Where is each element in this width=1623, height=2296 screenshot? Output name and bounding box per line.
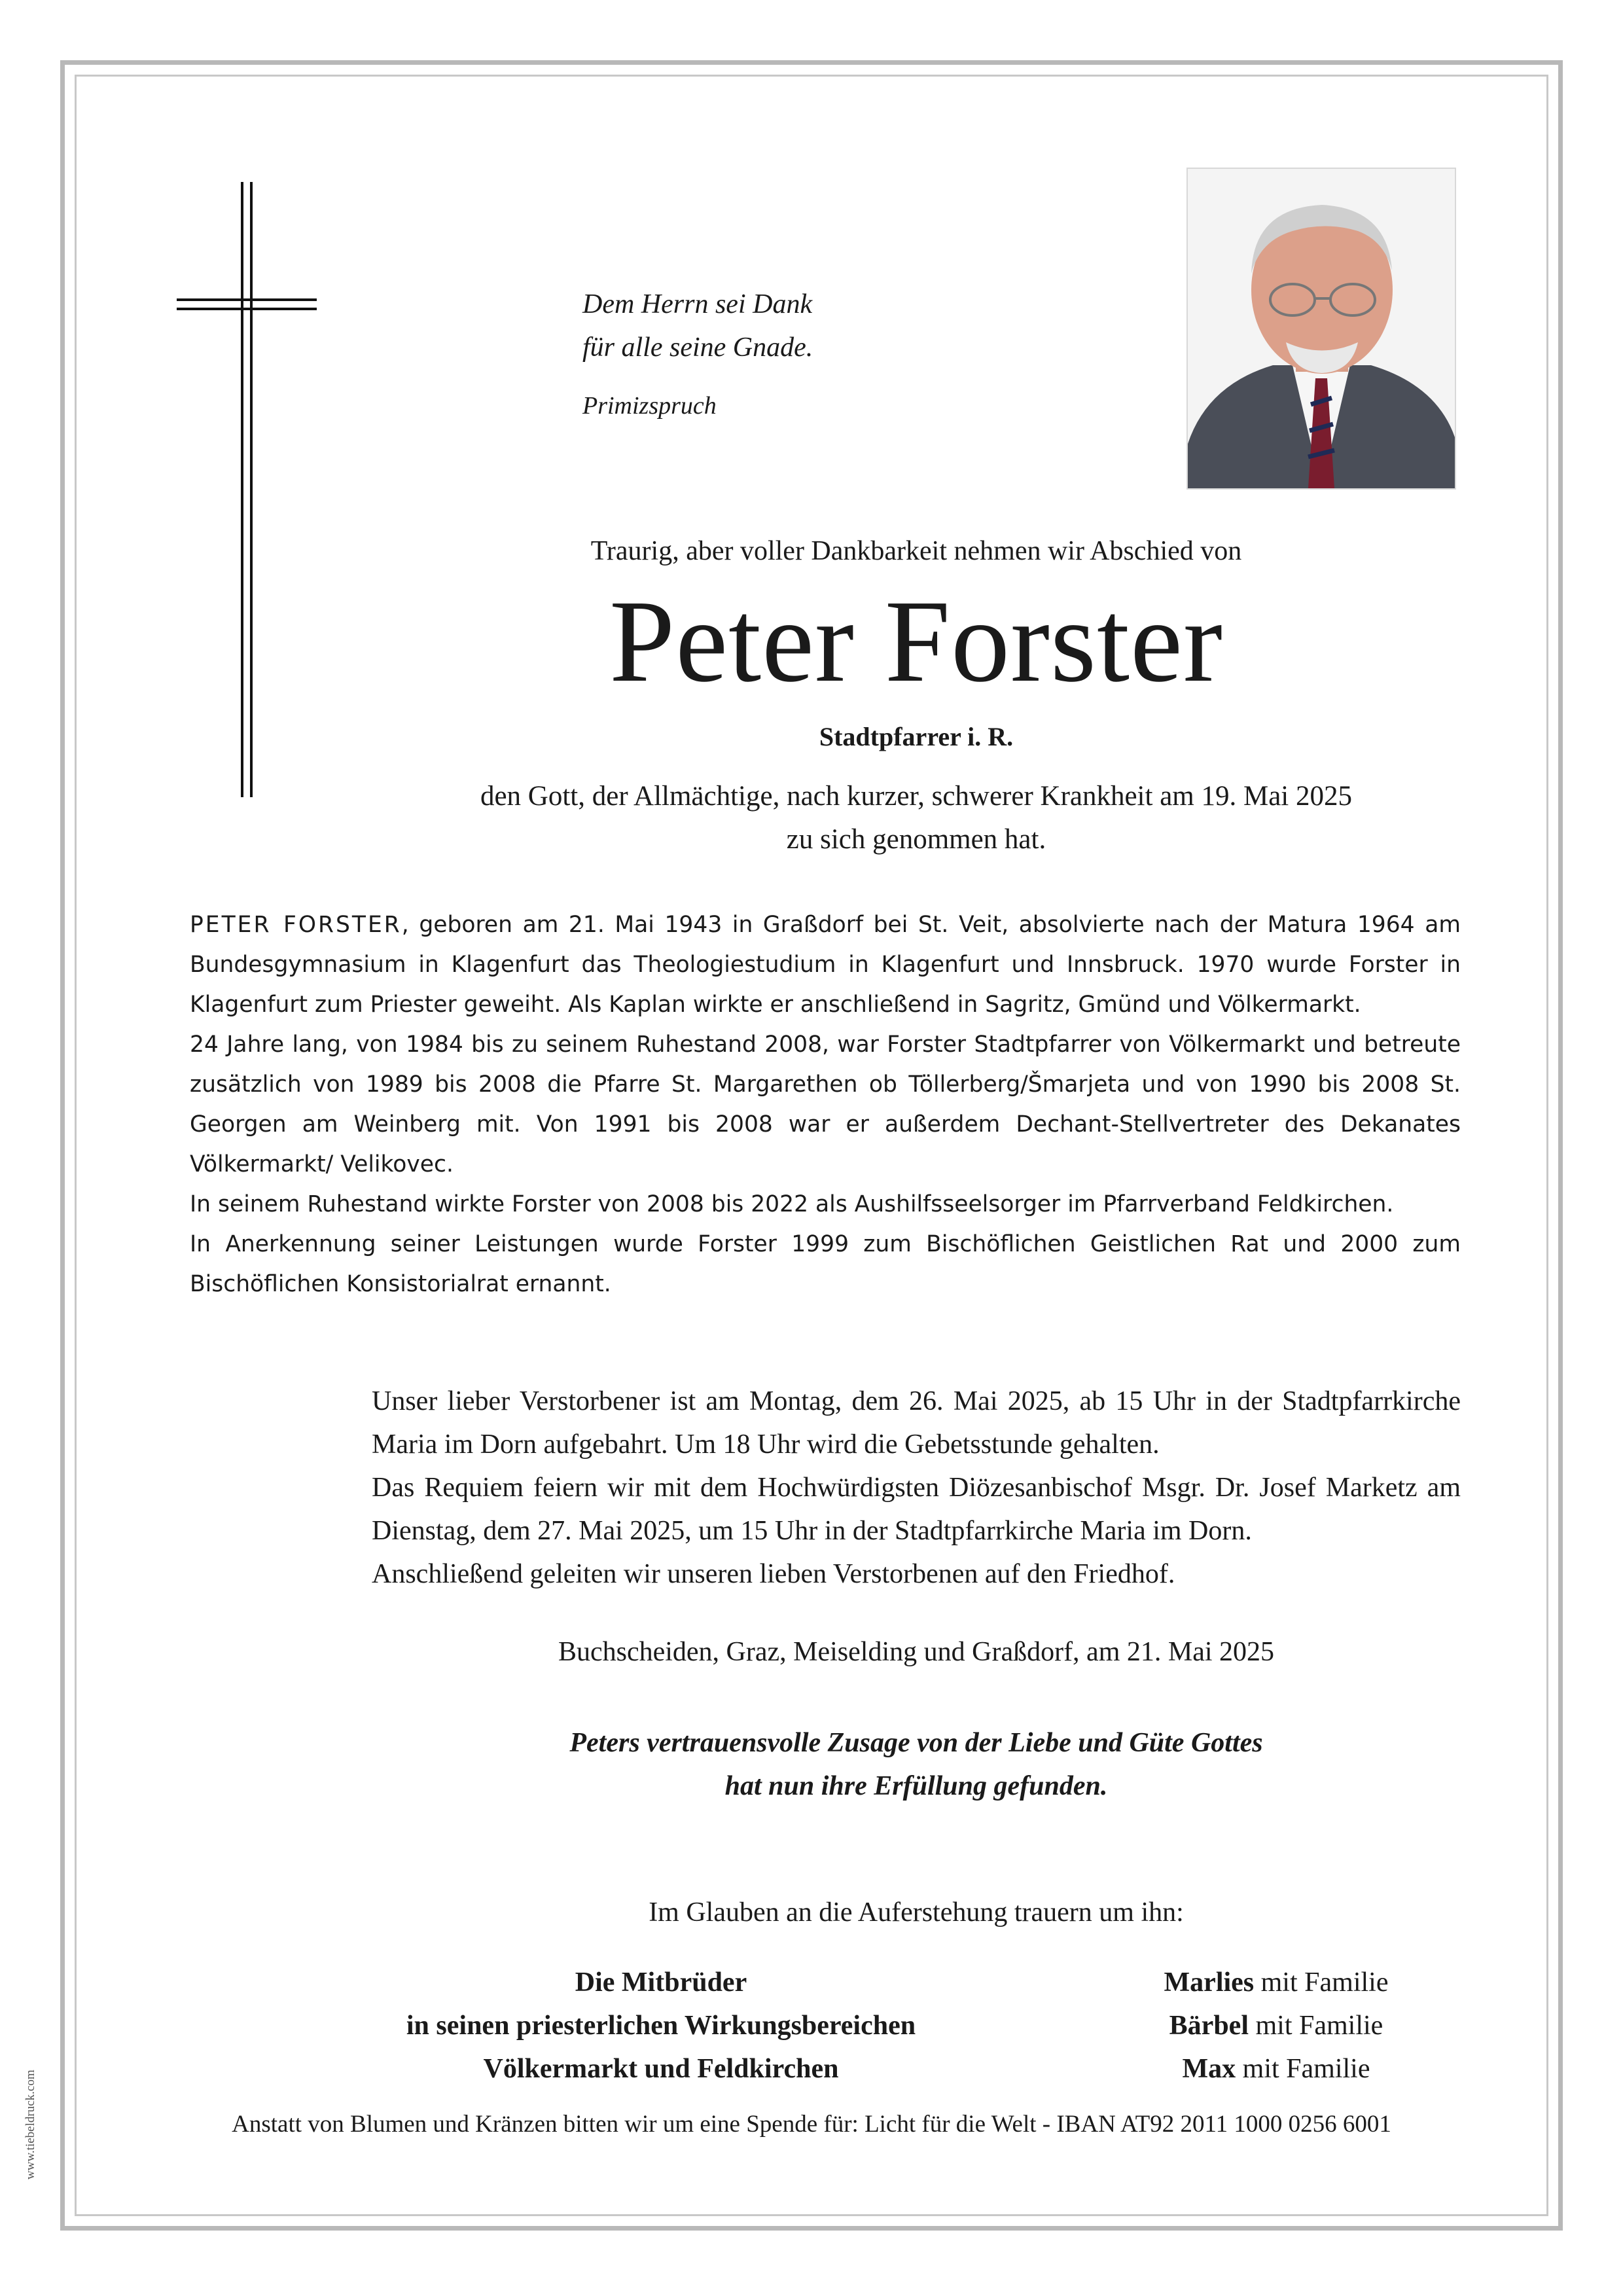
bio-paragraph-2: 24 Jahre lang, von 1984 bis zu seinem Ruhestand 2008, war Forster Stadtpfarrer von Völkermarkt und betreute zusätzlich von 1989 bis 2008 die Pfarre St. Margarethen ob Töllerberg/Šmarjeta und von 1990 bis 2008 St. Georgen am Weinberg mit. Von 1991 bis 2008 war er außerdem Dechant-Stellvertreter des Dekanates Völkermarkt/ Velikovec. [190, 1031, 1461, 1177]
mourners-left [294, 1961, 1027, 2090]
bio-paragraph-3: In seinem Ruhestand wirkte Forster von 2008 bis 2022 als Aushilfsseelsorger im Pfarrverband Feldkirchen. [190, 1191, 1394, 1217]
deceased-title: Stadtpfarrer i. R. [819, 722, 1014, 751]
death-notice-line-2: zu sich genommen hat. [786, 824, 1046, 855]
mourner-left-line-3: Völkermarkt und Feldkirchen [483, 2054, 839, 2084]
bio-name-caps: PETER FORSTER [190, 912, 402, 938]
service-details [372, 1380, 1461, 1596]
mourner-left-line-1: Die Mitbrüder [575, 1967, 747, 1998]
mourner-right-3 [1080, 2047, 1472, 2090]
mourners-right [1080, 1961, 1472, 2090]
motto-line-2: für alle seine Gnade. [582, 332, 813, 363]
mourner-name: Max [1182, 2054, 1236, 2084]
mourner-left-line-2: in seinen priesterlichen Wirkungsbereichen [406, 2011, 916, 2041]
deceased-name: Peter Forster [609, 576, 1223, 706]
quote-line-2: hat nun ihre Erfüllung gefunden. [724, 1771, 1108, 1801]
quote-line-1: Peters vertrauensvolle Zusage von der Liebe und Güte Gottes [569, 1728, 1263, 1758]
death-notice-line-1: den Gott, der Allmächtige, nach kurzer, schwerer Krankheit am 19. Mai 2025 [480, 781, 1353, 812]
mourner-right-1 [1080, 1961, 1472, 2004]
service-paragraph-1: Unser lieber Verstorbener ist am Montag, dem 26. Mai 2025, ab 15 Uhr in der Stadtpfarrkirche Maria im Dorn aufgebahrt. Um 18 Uhr wird die Gebetsstunde gehalten. [372, 1386, 1461, 1460]
cross-icon [177, 182, 317, 797]
intro-line: Traurig, aber voller Dankbarkeit nehmen wir Abschied von [590, 536, 1242, 566]
mourner-right-2 [1080, 2004, 1472, 2047]
bio-paragraph-1-text: , geboren am 21. Mai 1943 in Graßdorf bei St. Veit, absolvierte nach der Matura 1964 am Bundesgymnasium in Klagenfurt das Theologiestudium in Klagenfurt und Innsbruck. 1970 wurde Forster in Klagenfurt zum Priester geweiht. Als Kaplan wirkte er anschließend in Sagritz, Gmünd und Völkermarkt. [190, 912, 1461, 1018]
biography [190, 905, 1461, 1304]
mourners-intro: Im Glauben an die Auferstehung trauern um ihn: [649, 1897, 1184, 1928]
mourner-name: Bärbel [1169, 2011, 1249, 2041]
service-paragraph-2: Das Requiem feiern wir mit dem Hochwürdigsten Diözesanbischof Msgr. Dr. Josef Marketz am Dienstag, dem 27. Mai 2025, um 15 Uhr in der Stadtpfarrkirche Maria im Dorn. [372, 1473, 1461, 1546]
donation-footer: Anstatt von Blumen und Kränzen bitten wir um eine Spende für: Licht für die Welt - IBAN AT92 2011 1000 0256 6001 [232, 2111, 1391, 2138]
motto-source: Primizspruch [582, 392, 717, 420]
mourner-name: Marlies [1164, 1967, 1255, 1998]
mourner-suffix: mit Familie [1249, 2011, 1383, 2041]
closing-quote [366, 1721, 1466, 1808]
place-date: Buchscheiden, Graz, Meiselding und Graßdorf, am 21. Mai 2025 [558, 1637, 1275, 1667]
printer-credit: www.tiebeldruck.com [24, 2070, 37, 2179]
bio-paragraph-1 [190, 905, 1461, 1025]
death-notice [366, 775, 1466, 861]
service-paragraph-3: Anschließend geleiten wir unseren lieben Verstorbenen auf den Friedhof. [372, 1559, 1175, 1589]
mourner-suffix: mit Familie [1236, 2054, 1370, 2084]
portrait-photo [1186, 168, 1456, 490]
mourner-suffix: mit Familie [1254, 1967, 1389, 1998]
motto-line-1: Dem Herrn sei Dank [582, 289, 813, 319]
bio-paragraph-4: In Anerkennung seiner Leistungen wurde Forster 1999 zum Bischöflichen Geistlichen Rat und 2000 zum Bischöflichen Konsistorialrat ernannt. [190, 1231, 1461, 1297]
